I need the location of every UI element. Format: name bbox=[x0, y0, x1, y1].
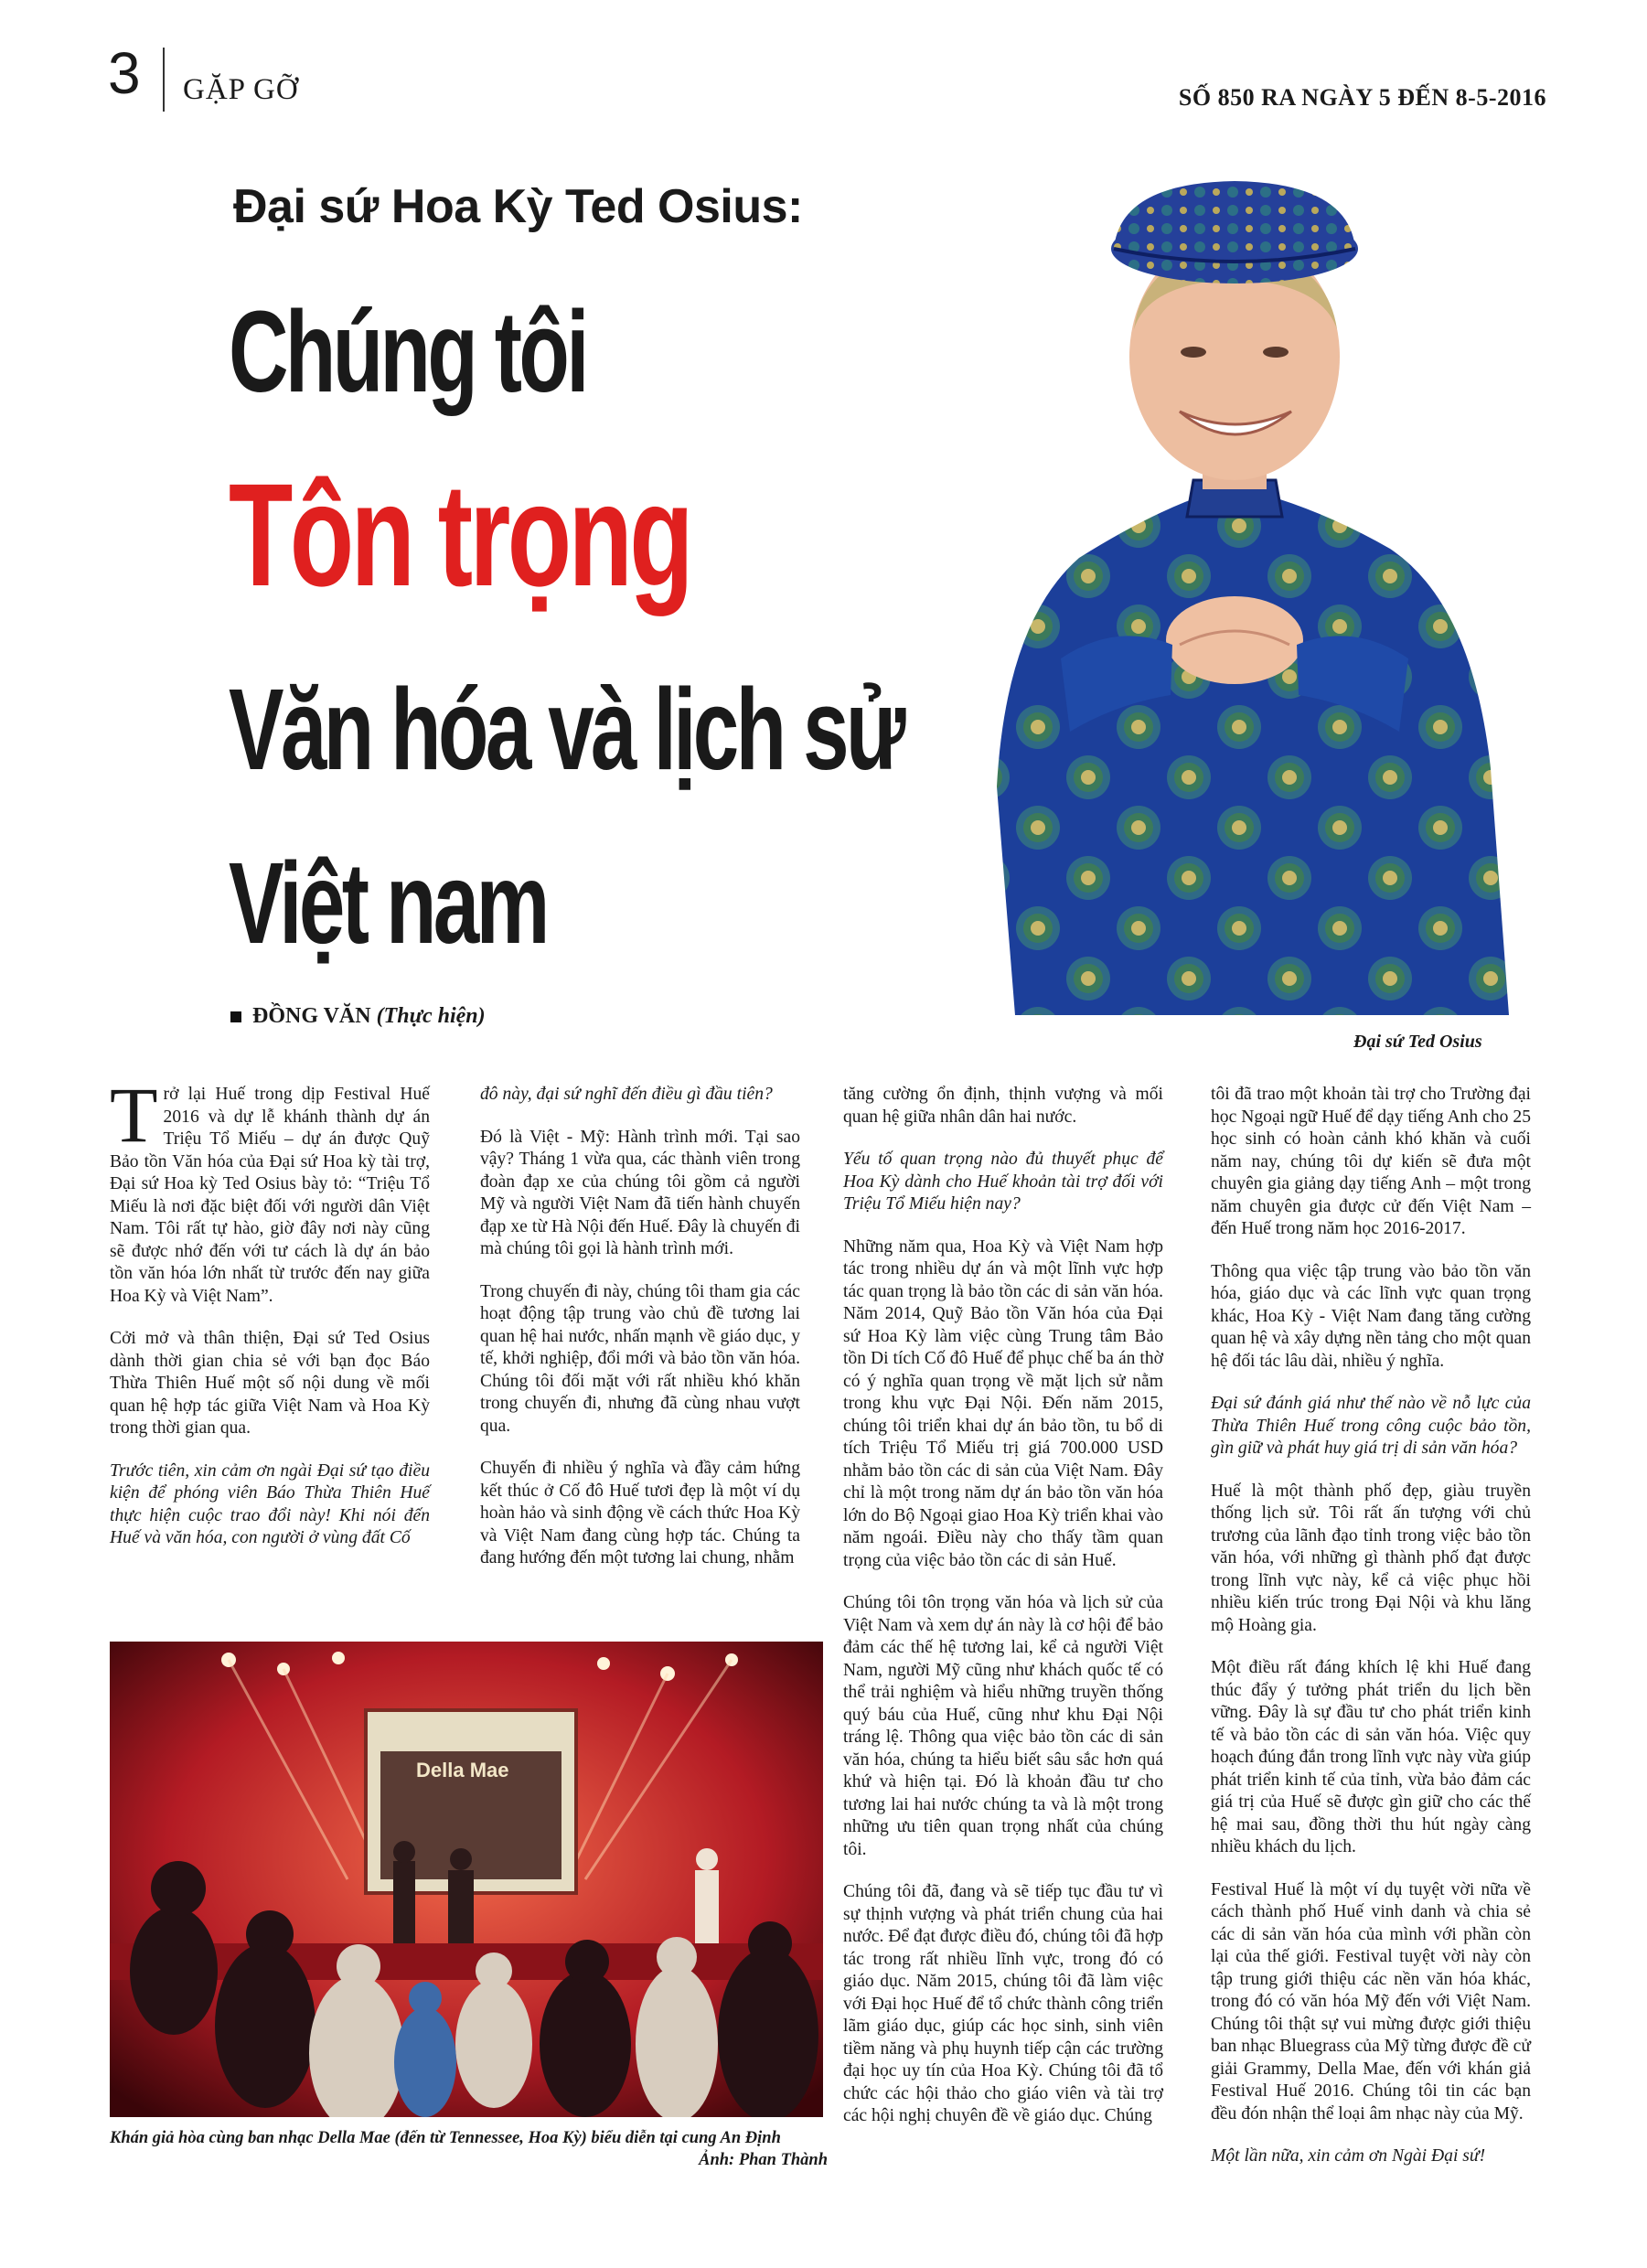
article-column-2 bbox=[480, 1084, 800, 1590]
paragraph: Chúng tôi đã, đang và sẽ tiếp tục đầu tư vì sự thịnh vượng và phát triển chung của hai nước. Để đạt được điều đó, chúng tôi đã hợp tác trong rất nhiều lĩnh vực, trong đó có giáo dục. Năm 2015, chúng tôi đã làm việc với Đại học Huế để tổ chức thành công triển lãm giáo dục, giúp các học sinh, sinh viên tiềm năng và phụ huynh tiếp cận các trường đại học uy tín của Hoa Kỳ. Chúng tôi đã tổ chức các hội thảo cho giáo viên và tài trợ các hội nghị chuyên đề về giáo dục. Chúng bbox=[843, 1882, 1163, 2125]
headline-kicker: Đại sứ Hoa Kỳ Ted Osius: bbox=[233, 180, 803, 233]
portrait-image bbox=[960, 146, 1527, 1015]
header-divider bbox=[163, 48, 165, 112]
concert-photo bbox=[110, 1642, 823, 2117]
drop-cap: T bbox=[110, 1071, 158, 1159]
paragraph: Một điều rất đáng khích lệ khi Huế đang thúc đẩy ý tưởng phát triển du lịch bền vững. Đây là sự đầu tư cho phát triển kinh tế và bảo tồn các di sản văn hóa. Việc quy hoạch đúng đắn trong lĩnh vực này vừa giúp phát triển kinh tế của tỉnh, vừa bảo đảm các giá trị của Huế sẽ được gìn giữ cho các thế hệ mai sau, đồng thời thu hút ngày càng nhiều khách du lịch. bbox=[1211, 1658, 1531, 1856]
headline-line-2: Tôn trọng bbox=[229, 453, 691, 616]
headline-line-4: Việt nam bbox=[229, 839, 547, 968]
issue-date: SỐ 850 RA NGÀY 5 ĐẾN 8-5-2016 bbox=[1178, 84, 1546, 111]
byline-role: (Thực hiện) bbox=[376, 1004, 486, 1028]
paragraph: Huế là một thành phố đẹp, giàu truyền thống lịch sử. Tôi rất ấn tượng với chủ trương của lãnh đạo tỉnh trong việc bảo tồn văn hóa, với những gì thành phố đạt được trong lĩnh vực này, kể cả việc phục hồi nhiều kiến trúc trong Đại Nội và khu lăng mộ Hoàng gia. bbox=[1211, 1481, 1531, 1635]
photo-credit: Ảnh: Phan Thành bbox=[699, 2151, 828, 2169]
paragraph: Trong chuyến đi này, chúng tôi tham gia các hoạt động tập trung vào chủ đề tương lai quan hệ hai nước, nhấn mạnh về giáo dục, y tế, khởi nghiệp, đổi mới và bảo tồn văn hóa. Chúng tôi đối mặt với rất nhiều khó khăn trong chuyến đi, nhưng đã cùng nhau vượt qua. bbox=[480, 1281, 800, 1436]
paragraph: Chuyến đi nhiều ý nghĩa và đầy cảm hứng kết thúc ở Cố đô Huế tươi đẹp là một ví dụ hoàn hảo và sinh động về cách thức Hoa Kỳ và Việt Nam đang cùng hợp tác. Chúng ta đang hướng đến một tương lai chung, nhằm bbox=[480, 1459, 800, 1567]
paragraph: Cởi mở và thân thiện, Đại sứ Ted Osius dành thời gian chia sẻ với bạn đọc Báo Thừa Thiên Huế một số nội dung về mối quan hệ hợp tác giữa Việt Nam và Hoa Kỳ trong thời gian qua. bbox=[110, 1329, 430, 1438]
photo-caption: Khán giả hòa cùng ban nhạc Della Mae (đến từ Tennessee, Hoa Kỳ) biểu diễn tại cung An Định bbox=[110, 2129, 781, 2147]
paragraph: Festival Huế là một ví dụ tuyệt vời nữa về cách thành phố Huế vinh danh và chia sẻ các di sản văn hóa của mình với phần còn lại của thế giới. Festival tuyệt vời này còn tập trung giới thiệu các nền văn hóa khác, trong đó có văn hóa Mỹ đến với Việt Nam. Chúng tôi thật sự vui mừng được giới thiệu ban nhạc Bluegrass của Mỹ từng được đề cử giải Grammy, Della Mae, đến với khán giả Festival Huế 2016. Chúng tôi tin các bạn đều đón nhận thể loại âm nhạc này của Mỹ. bbox=[1211, 1879, 1531, 2124]
bullet-square bbox=[230, 1011, 241, 1022]
banner-text: Della Mae bbox=[416, 1759, 509, 1781]
interview-question: Yếu tố quan trọng nào đủ thuyết phục để Hoa Kỳ dành cho Huế khoản tài trợ đối với Triệu Tổ Miếu hiện nay? bbox=[843, 1150, 1163, 1214]
paragraph: Đó là Việt - Mỹ: Hành trình mới. Tại sao vậy? Tháng 1 vừa qua, các thành viên trong đoàn đạp xe của chúng tôi gồm cả người Mỹ và người Việt Nam đã tiến hành chuyến đạp xe từ Hà Nội đến Huế. Đây là chuyến đi mà chúng tôi gọi là hành trình mới. bbox=[480, 1127, 800, 1258]
photo-caption-block bbox=[110, 2127, 828, 2171]
interview-question: đô này, đại sứ nghĩ đến điều gì đầu tiên? bbox=[480, 1085, 773, 1104]
byline-author: ĐỒNG VĂN bbox=[252, 1004, 371, 1028]
headline-line-1: Chúng tôi bbox=[229, 287, 586, 416]
paragraph: tôi đã trao một khoản tài trợ cho Trường đại học Ngoại ngữ Huế để dạy tiếng Anh cho 25 học sinh có hoàn cảnh khó khăn và cuối năm nay, chúng tôi dự kiến sẽ đưa một chuyên gia giảng dạy tiếng Anh – một trong năm chuyên gia được cử đến Việt Nam – đến Huế trong năm học 2016-2017. bbox=[1211, 1085, 1531, 1238]
byline bbox=[230, 1004, 486, 1029]
paragraph-text: rở lại Huế trong dịp Festival Huế 2016 và dự lễ khánh thành dự án Triệu Tổ Miếu – dự án được Quỹ Bảo tồn Văn hóa của Đại sứ Hoa kỳ tài trợ, Đại sứ Hoa kỳ Ted Osius bày tỏ: “Triệu Tổ Miếu là nơi đặc biệt đối với người dân Việt Nam. Tôi rất tự hào, giờ đây nơi này cũng sẽ được nhớ đến với tư cách là dự án bảo tồn văn hóa lớn nhất từ trước đến nay giữa Hoa Kỳ và Việt Nam”. bbox=[110, 1085, 430, 1306]
paragraph: tăng cường ổn định, thịnh vượng và mối quan hệ giữa nhân dân hai nước. bbox=[843, 1085, 1163, 1127]
paragraph: Thông qua việc tập trung vào bảo tồn văn hóa, giáo dục và các lĩnh vực quan trọng khác, Hoa Kỳ - Việt Nam đang tăng cường quan hệ và xây dựng nền tảng cho một quan hệ đối tác lâu dài, nhiều ý nghĩa. bbox=[1211, 1261, 1531, 1371]
interview-question: Trước tiên, xin cảm ơn ngài Đại sứ tạo điều kiện để phóng viên Báo Thừa Thiên Huế thực hiện cuộc trao đổi này! Khi nói đến Huế và văn hóa, con người ở vùng đất Cố bbox=[110, 1460, 430, 1547]
paragraph: Những năm qua, Hoa Kỳ và Việt Nam hợp tác trong nhiều dự án và một lĩnh vực hợp tác quan trọng là bảo tồn các di sản văn hóa. Năm 2014, Quỹ Bảo tồn Văn hóa của Đại sứ Hoa Kỳ làm việc cùng Trung tâm Bảo tồn Di tích Cố đô Huế để phục chế ba án thờ có ý nghĩa quan trọng về mặt lịch sử nằm trong khu vực Đại Nội. Đến năm 2015, chúng tôi triển khai dự án bảo tồn, tu bổ di tích Triệu Tổ Miếu trị giá 700.000 USD nhằm bảo tồn các di sản của Việt Nam. Đây chỉ là một trong năm dự án bảo tồn văn hóa lớn do Bộ Ngoại giao Hoa Kỳ triển khai vào năm ngoái. Điều này cho thấy tầm quan trọng của việc bảo tồn các di sản Huế. bbox=[843, 1236, 1163, 1570]
article-column-1 bbox=[110, 1071, 430, 1570]
portrait-caption: Đại sứ Ted Osius bbox=[1353, 1032, 1482, 1052]
paragraph bbox=[110, 1071, 430, 1308]
section-title: GẶP GỠ bbox=[183, 73, 299, 106]
headline-line-3: Văn hóa và lịch sử bbox=[229, 665, 904, 794]
page-number: 3 bbox=[108, 40, 141, 106]
paragraph: Chúng tôi tôn trọng văn hóa và lịch sử của Việt Nam và xem dự án này là cơ hội để bảo đảm các thế hệ tương lai, kể cả người Việt Nam, người Mỹ cũng như khách quốc tế có thể trải nghiệm và hiểu những truyền thống quý báu của Huế, cũng như khu Đại Nội tráng lệ. Thông qua việc bảo tồn các di sản văn hóa, chúng ta hiểu biết sâu sắc hơn quá khứ và hiện tại. Đó là khoản đầu tư cho tương lai hai nước chúng ta và là một trong những ưu tiên quan trọng nhất của chúng tôi. bbox=[843, 1593, 1163, 1859]
closing-line: Một lần nữa, xin cảm ơn Ngài Đại sứ! bbox=[1211, 2146, 1486, 2166]
article-column-4 bbox=[1211, 1084, 1531, 2188]
interview-question: Đại sứ đánh giá như thế nào về nỗ lực của Thừa Thiên Huế trong công cuộc bảo tồn, gìn giữ và phát huy giá trị di sản văn hóa? bbox=[1211, 1394, 1531, 1458]
article-column-3 bbox=[843, 1084, 1163, 2148]
